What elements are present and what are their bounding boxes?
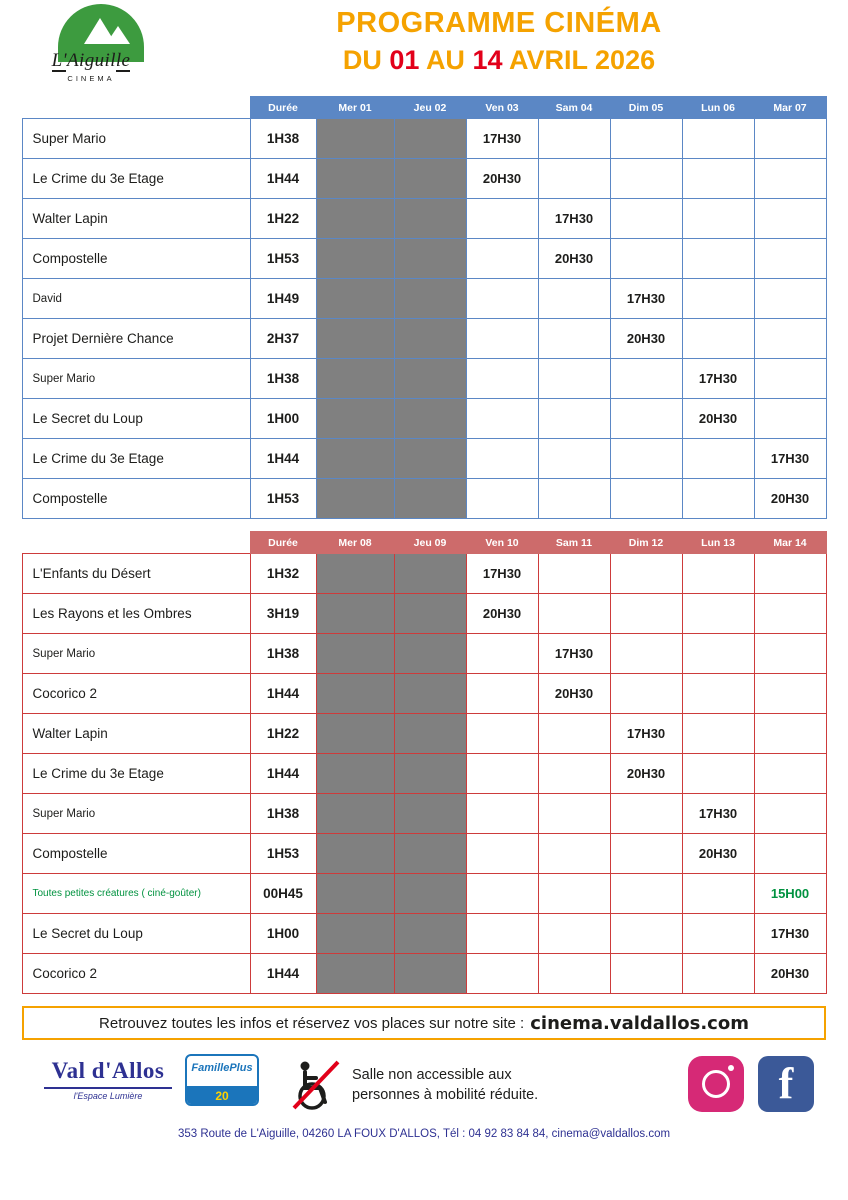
accessibility-text <box>352 1065 538 1105</box>
film-duration: 1H44 <box>250 159 316 199</box>
week2-col-mar14: Mar 14 <box>754 532 826 554</box>
showtime-cell <box>316 279 394 319</box>
film-duration: 1H32 <box>250 554 316 594</box>
table-row <box>22 319 826 359</box>
showtime-cell: 20H30 <box>610 754 682 794</box>
showtime-cell <box>610 674 682 714</box>
showtime-cell <box>610 834 682 874</box>
showtime-cell <box>466 714 538 754</box>
showtime-cell <box>682 954 754 994</box>
film-title: Cocorico 2 <box>22 954 250 994</box>
week1-header-row <box>22 97 826 119</box>
showtime-cell <box>610 634 682 674</box>
showtime-cell <box>316 319 394 359</box>
film-duration: 1H44 <box>250 754 316 794</box>
film-duration: 1H00 <box>250 914 316 954</box>
week2-col-sam11: Sam 11 <box>538 532 610 554</box>
showtime-cell <box>610 914 682 954</box>
film-duration: 1H49 <box>250 279 316 319</box>
title-month: AVRIL <box>509 45 588 75</box>
film-duration: 1H53 <box>250 479 316 519</box>
showtime-cell <box>538 439 610 479</box>
showtime-cell <box>316 714 394 754</box>
showtime-cell <box>316 674 394 714</box>
showtime-cell <box>538 159 610 199</box>
showtime-cell <box>394 279 466 319</box>
showtime-cell <box>394 399 466 439</box>
week2-col-jeu09: Jeu 09 <box>394 532 466 554</box>
showtime-cell <box>538 914 610 954</box>
schedule-week-2 <box>22 531 827 994</box>
showtime-cell: 17H30 <box>538 199 610 239</box>
showtime-cell: 17H30 <box>610 714 682 754</box>
showtime-cell <box>682 634 754 674</box>
showtime-cell <box>316 834 394 874</box>
week2-header-row <box>22 532 826 554</box>
title-au: AU <box>425 45 465 75</box>
film-duration: 3H19 <box>250 594 316 634</box>
showtime-cell <box>610 439 682 479</box>
booking-website-link[interactable]: cinema.valdallos.com <box>530 1012 749 1034</box>
showtime-cell <box>466 199 538 239</box>
showtime-cell <box>316 914 394 954</box>
showtime-cell <box>538 119 610 159</box>
table-row <box>22 439 826 479</box>
film-duration: 1H44 <box>250 954 316 994</box>
table-row <box>22 399 826 439</box>
table-row <box>22 834 826 874</box>
showtime-cell <box>466 359 538 399</box>
showtime-cell <box>682 594 754 634</box>
showtime-cell <box>754 554 826 594</box>
showtime-cell <box>316 479 394 519</box>
showtime-cell: 20H30 <box>754 954 826 994</box>
film-duration: 1H53 <box>250 834 316 874</box>
showtime-cell <box>316 239 394 279</box>
showtime-cell <box>682 554 754 594</box>
famille-plus-badge <box>185 1054 259 1106</box>
showtime-cell <box>394 754 466 794</box>
showtime-cell <box>538 399 610 439</box>
table-row <box>22 359 826 399</box>
film-duration: 1H38 <box>250 794 316 834</box>
table-row <box>22 714 826 754</box>
showtime-cell <box>754 634 826 674</box>
showtime-cell <box>394 794 466 834</box>
week1-col-dim05: Dim 05 <box>610 97 682 119</box>
showtime-cell <box>754 239 826 279</box>
accessibility-notice <box>292 1058 612 1112</box>
week2-col-ven10: Ven 10 <box>466 532 538 554</box>
table-row <box>22 794 826 834</box>
showtime-cell <box>610 239 682 279</box>
showtime-cell <box>316 119 394 159</box>
title-main: PROGRAMME CINÉMA <box>336 7 662 39</box>
table-row <box>22 239 826 279</box>
title-year: 2026 <box>595 45 656 75</box>
instagram-icon[interactable] <box>688 1056 744 1112</box>
showtime-cell <box>316 594 394 634</box>
showtime-cell <box>538 359 610 399</box>
showtime-cell <box>538 319 610 359</box>
accessibility-line-1: Salle non accessible aux <box>352 1067 512 1083</box>
film-duration: 00H45 <box>250 874 316 914</box>
showtime-cell <box>316 554 394 594</box>
showtime-cell <box>466 399 538 439</box>
showtime-cell <box>610 399 682 439</box>
film-duration: 1H38 <box>250 119 316 159</box>
film-title: Le Crime du 3e Etage <box>22 159 250 199</box>
booking-banner <box>22 1006 826 1040</box>
film-duration: 1H22 <box>250 714 316 754</box>
table-row <box>22 159 826 199</box>
film-title: Le Secret du Loup <box>22 914 250 954</box>
showtime-cell <box>394 714 466 754</box>
showtime-cell <box>394 674 466 714</box>
mountain-small-icon <box>106 26 130 44</box>
accessibility-line-2: personnes à mobilité réduite. <box>352 1087 539 1103</box>
table-row <box>22 914 826 954</box>
social-links <box>688 1056 814 1112</box>
showtime-cell <box>394 199 466 239</box>
showtime-cell <box>466 834 538 874</box>
table-row <box>22 674 826 714</box>
showtime-cell <box>682 199 754 239</box>
showtime-cell <box>682 914 754 954</box>
title-day-end: 14 <box>472 45 503 75</box>
film-title: Le Secret du Loup <box>22 399 250 439</box>
film-title: Le Crime du 3e Etage <box>22 439 250 479</box>
showtime-cell <box>682 479 754 519</box>
instagram-lens <box>702 1070 730 1098</box>
film-duration: 1H44 <box>250 674 316 714</box>
val-dallos-subtitle: l'Espace Lumière <box>73 1091 143 1101</box>
week1-col-sam04: Sam 04 <box>538 97 610 119</box>
showtime-cell <box>394 914 466 954</box>
showtime-cell <box>316 954 394 994</box>
facebook-icon[interactable] <box>758 1056 814 1112</box>
week1-col-film <box>22 97 250 119</box>
aiguille-cinema-logo <box>22 4 152 92</box>
showtime-cell: 20H30 <box>538 239 610 279</box>
showtime-cell <box>316 199 394 239</box>
table-row <box>22 279 826 319</box>
showtime-cell <box>538 794 610 834</box>
showtime-cell <box>682 319 754 359</box>
showtime-cell <box>610 954 682 994</box>
val-dallos-rule <box>44 1087 172 1089</box>
title-du: DU <box>342 45 382 75</box>
showtime-cell <box>610 479 682 519</box>
showtime-cell <box>682 239 754 279</box>
showtime-cell: 20H30 <box>466 594 538 634</box>
showtime-cell: 17H30 <box>754 914 826 954</box>
page-title <box>160 6 838 77</box>
showtime-cell <box>682 874 754 914</box>
no-wheelchair-icon <box>292 1058 340 1112</box>
famille-plus-label: FamillePlus <box>191 1062 253 1074</box>
film-title: Projet Dernière Chance <box>22 319 250 359</box>
showtime-cell: 20H30 <box>682 399 754 439</box>
film-title: Super Mario <box>22 359 250 399</box>
showtime-cell: 20H30 <box>682 834 754 874</box>
showtime-cell <box>754 834 826 874</box>
film-title: Walter Lapin <box>22 199 250 239</box>
showtime-cell <box>394 634 466 674</box>
showtime-cell: 20H30 <box>754 479 826 519</box>
film-duration: 1H53 <box>250 239 316 279</box>
film-title: Le Crime du 3e Etage <box>22 754 250 794</box>
film-title: L'Enfants du Désert <box>22 554 250 594</box>
showtime-cell <box>682 119 754 159</box>
week1-col-jeu02: Jeu 02 <box>394 97 466 119</box>
showtime-cell <box>316 159 394 199</box>
showtime-cell <box>394 874 466 914</box>
page-header <box>0 0 848 96</box>
showtime-cell: 20H30 <box>466 159 538 199</box>
film-duration: 1H22 <box>250 199 316 239</box>
film-title: Walter Lapin <box>22 714 250 754</box>
showtime-cell <box>610 199 682 239</box>
showtime-cell <box>754 359 826 399</box>
showtime-cell <box>466 754 538 794</box>
week2-col-dim12: Dim 12 <box>610 532 682 554</box>
showtime-cell: 17H30 <box>754 439 826 479</box>
contact-address: 353 Route de L'Aiguille, 04260 LA FOUX D'ALLOS, Tél : 04 92 83 84 84, cinema@valdallos.com <box>177 1128 671 1140</box>
showtime-cell <box>682 754 754 794</box>
showtime-cell <box>682 279 754 319</box>
showtime-cell <box>466 794 538 834</box>
showtime-cell <box>610 874 682 914</box>
film-title: David <box>22 279 250 319</box>
showtime-cell <box>466 239 538 279</box>
showtime-cell: 17H30 <box>682 359 754 399</box>
week2-col-film <box>22 532 250 554</box>
title-day-start: 01 <box>389 45 420 75</box>
showtime-cell <box>538 714 610 754</box>
week1-col-duree: Durée <box>250 97 316 119</box>
showtime-cell <box>610 594 682 634</box>
showtime-cell <box>466 914 538 954</box>
showtime-cell <box>394 554 466 594</box>
showtime-cell: 17H30 <box>610 279 682 319</box>
showtime-cell: 15H00 <box>754 874 826 914</box>
showtime-cell <box>610 359 682 399</box>
showtime-cell <box>610 119 682 159</box>
film-title: Toutes petites créatures ( ciné-goûter) <box>22 874 250 914</box>
showtime-cell <box>538 594 610 634</box>
week1-col-mar07: Mar 07 <box>754 97 826 119</box>
facebook-letter: f <box>778 1059 794 1108</box>
table-gap <box>0 519 848 531</box>
showtime-cell <box>316 359 394 399</box>
showtime-cell <box>466 874 538 914</box>
logo-subtitle: CINEMA <box>67 74 115 83</box>
footer-logos <box>0 1050 848 1126</box>
showtime-cell <box>394 834 466 874</box>
showtime-cell <box>538 874 610 914</box>
showtime-cell <box>538 834 610 874</box>
showtime-cell: 17H30 <box>466 554 538 594</box>
booking-text: Retrouvez toutes les infos et réservez vos places sur notre site : <box>99 1014 525 1032</box>
showtime-cell <box>538 479 610 519</box>
showtime-cell <box>466 319 538 359</box>
showtime-cell <box>394 159 466 199</box>
film-duration: 1H00 <box>250 399 316 439</box>
showtime-cell <box>610 554 682 594</box>
film-duration: 2H37 <box>250 319 316 359</box>
week2-col-lun13: Lun 13 <box>682 532 754 554</box>
film-title: Compostelle <box>22 479 250 519</box>
showtime-cell <box>538 554 610 594</box>
showtime-cell <box>316 399 394 439</box>
film-title: Cocorico 2 <box>22 674 250 714</box>
showtime-cell <box>682 159 754 199</box>
showtime-cell <box>394 119 466 159</box>
showtime-cell <box>394 439 466 479</box>
table-row <box>22 199 826 239</box>
film-duration: 1H38 <box>250 359 316 399</box>
showtime-cell <box>316 754 394 794</box>
schedule-week-1 <box>22 96 827 519</box>
showtime-cell <box>394 319 466 359</box>
val-dallos-logo <box>38 1058 178 1101</box>
table-row <box>22 594 826 634</box>
film-title: Les Rayons et les Ombres <box>22 594 250 634</box>
week2-col-mer08: Mer 08 <box>316 532 394 554</box>
table-row <box>22 554 826 594</box>
showtime-cell <box>754 674 826 714</box>
film-title: Super Mario <box>22 634 250 674</box>
showtime-cell <box>394 594 466 634</box>
showtime-cell <box>466 479 538 519</box>
showtime-cell <box>316 439 394 479</box>
showtime-cell <box>466 634 538 674</box>
table-row <box>22 634 826 674</box>
showtime-cell <box>316 874 394 914</box>
showtime-cell <box>466 674 538 714</box>
showtime-cell <box>466 279 538 319</box>
showtime-cell <box>754 714 826 754</box>
showtime-cell <box>682 714 754 754</box>
week1-col-ven03: Ven 03 <box>466 97 538 119</box>
table-row <box>22 119 826 159</box>
title-dates <box>160 43 838 77</box>
film-title: Compostelle <box>22 834 250 874</box>
showtime-cell <box>754 754 826 794</box>
showtime-cell <box>394 479 466 519</box>
film-title: Compostelle <box>22 239 250 279</box>
showtime-cell <box>316 634 394 674</box>
showtime-cell <box>394 954 466 994</box>
showtime-cell <box>754 159 826 199</box>
famille-plus-logo <box>178 1054 266 1120</box>
showtime-cell: 17H30 <box>682 794 754 834</box>
showtime-cell: 20H30 <box>610 319 682 359</box>
showtime-cell: 20H30 <box>538 674 610 714</box>
showtime-cell <box>538 954 610 994</box>
showtime-cell <box>754 594 826 634</box>
showtime-cell <box>754 279 826 319</box>
week1-col-lun06: Lun 06 <box>682 97 754 119</box>
film-title: Super Mario <box>22 119 250 159</box>
famille-plus-years: 20 <box>215 1089 229 1103</box>
table-row <box>22 479 826 519</box>
instagram-dot <box>728 1065 734 1071</box>
week2-col-duree: Durée <box>250 532 316 554</box>
showtime-cell <box>394 239 466 279</box>
showtime-cell: 17H30 <box>538 634 610 674</box>
showtime-cell <box>610 794 682 834</box>
showtime-cell <box>754 319 826 359</box>
showtime-cell <box>538 279 610 319</box>
logo-name: L'Aiguille <box>51 50 131 71</box>
showtime-cell <box>682 674 754 714</box>
table-row <box>22 874 826 914</box>
showtime-cell <box>754 399 826 439</box>
val-dallos-title: Val d'Allos <box>51 1058 165 1083</box>
showtime-cell <box>394 359 466 399</box>
showtime-cell <box>466 954 538 994</box>
table-row <box>22 954 826 994</box>
showtime-cell <box>754 119 826 159</box>
week1-col-mer01: Mer 01 <box>316 97 394 119</box>
showtime-cell <box>610 159 682 199</box>
table-row <box>22 754 826 794</box>
showtime-cell <box>754 794 826 834</box>
showtime-cell <box>754 199 826 239</box>
showtime-cell <box>538 754 610 794</box>
showtime-cell: 17H30 <box>466 119 538 159</box>
film-duration: 1H44 <box>250 439 316 479</box>
showtime-cell <box>316 794 394 834</box>
showtime-cell <box>466 439 538 479</box>
film-title: Super Mario <box>22 794 250 834</box>
film-duration: 1H38 <box>250 634 316 674</box>
showtime-cell <box>682 439 754 479</box>
